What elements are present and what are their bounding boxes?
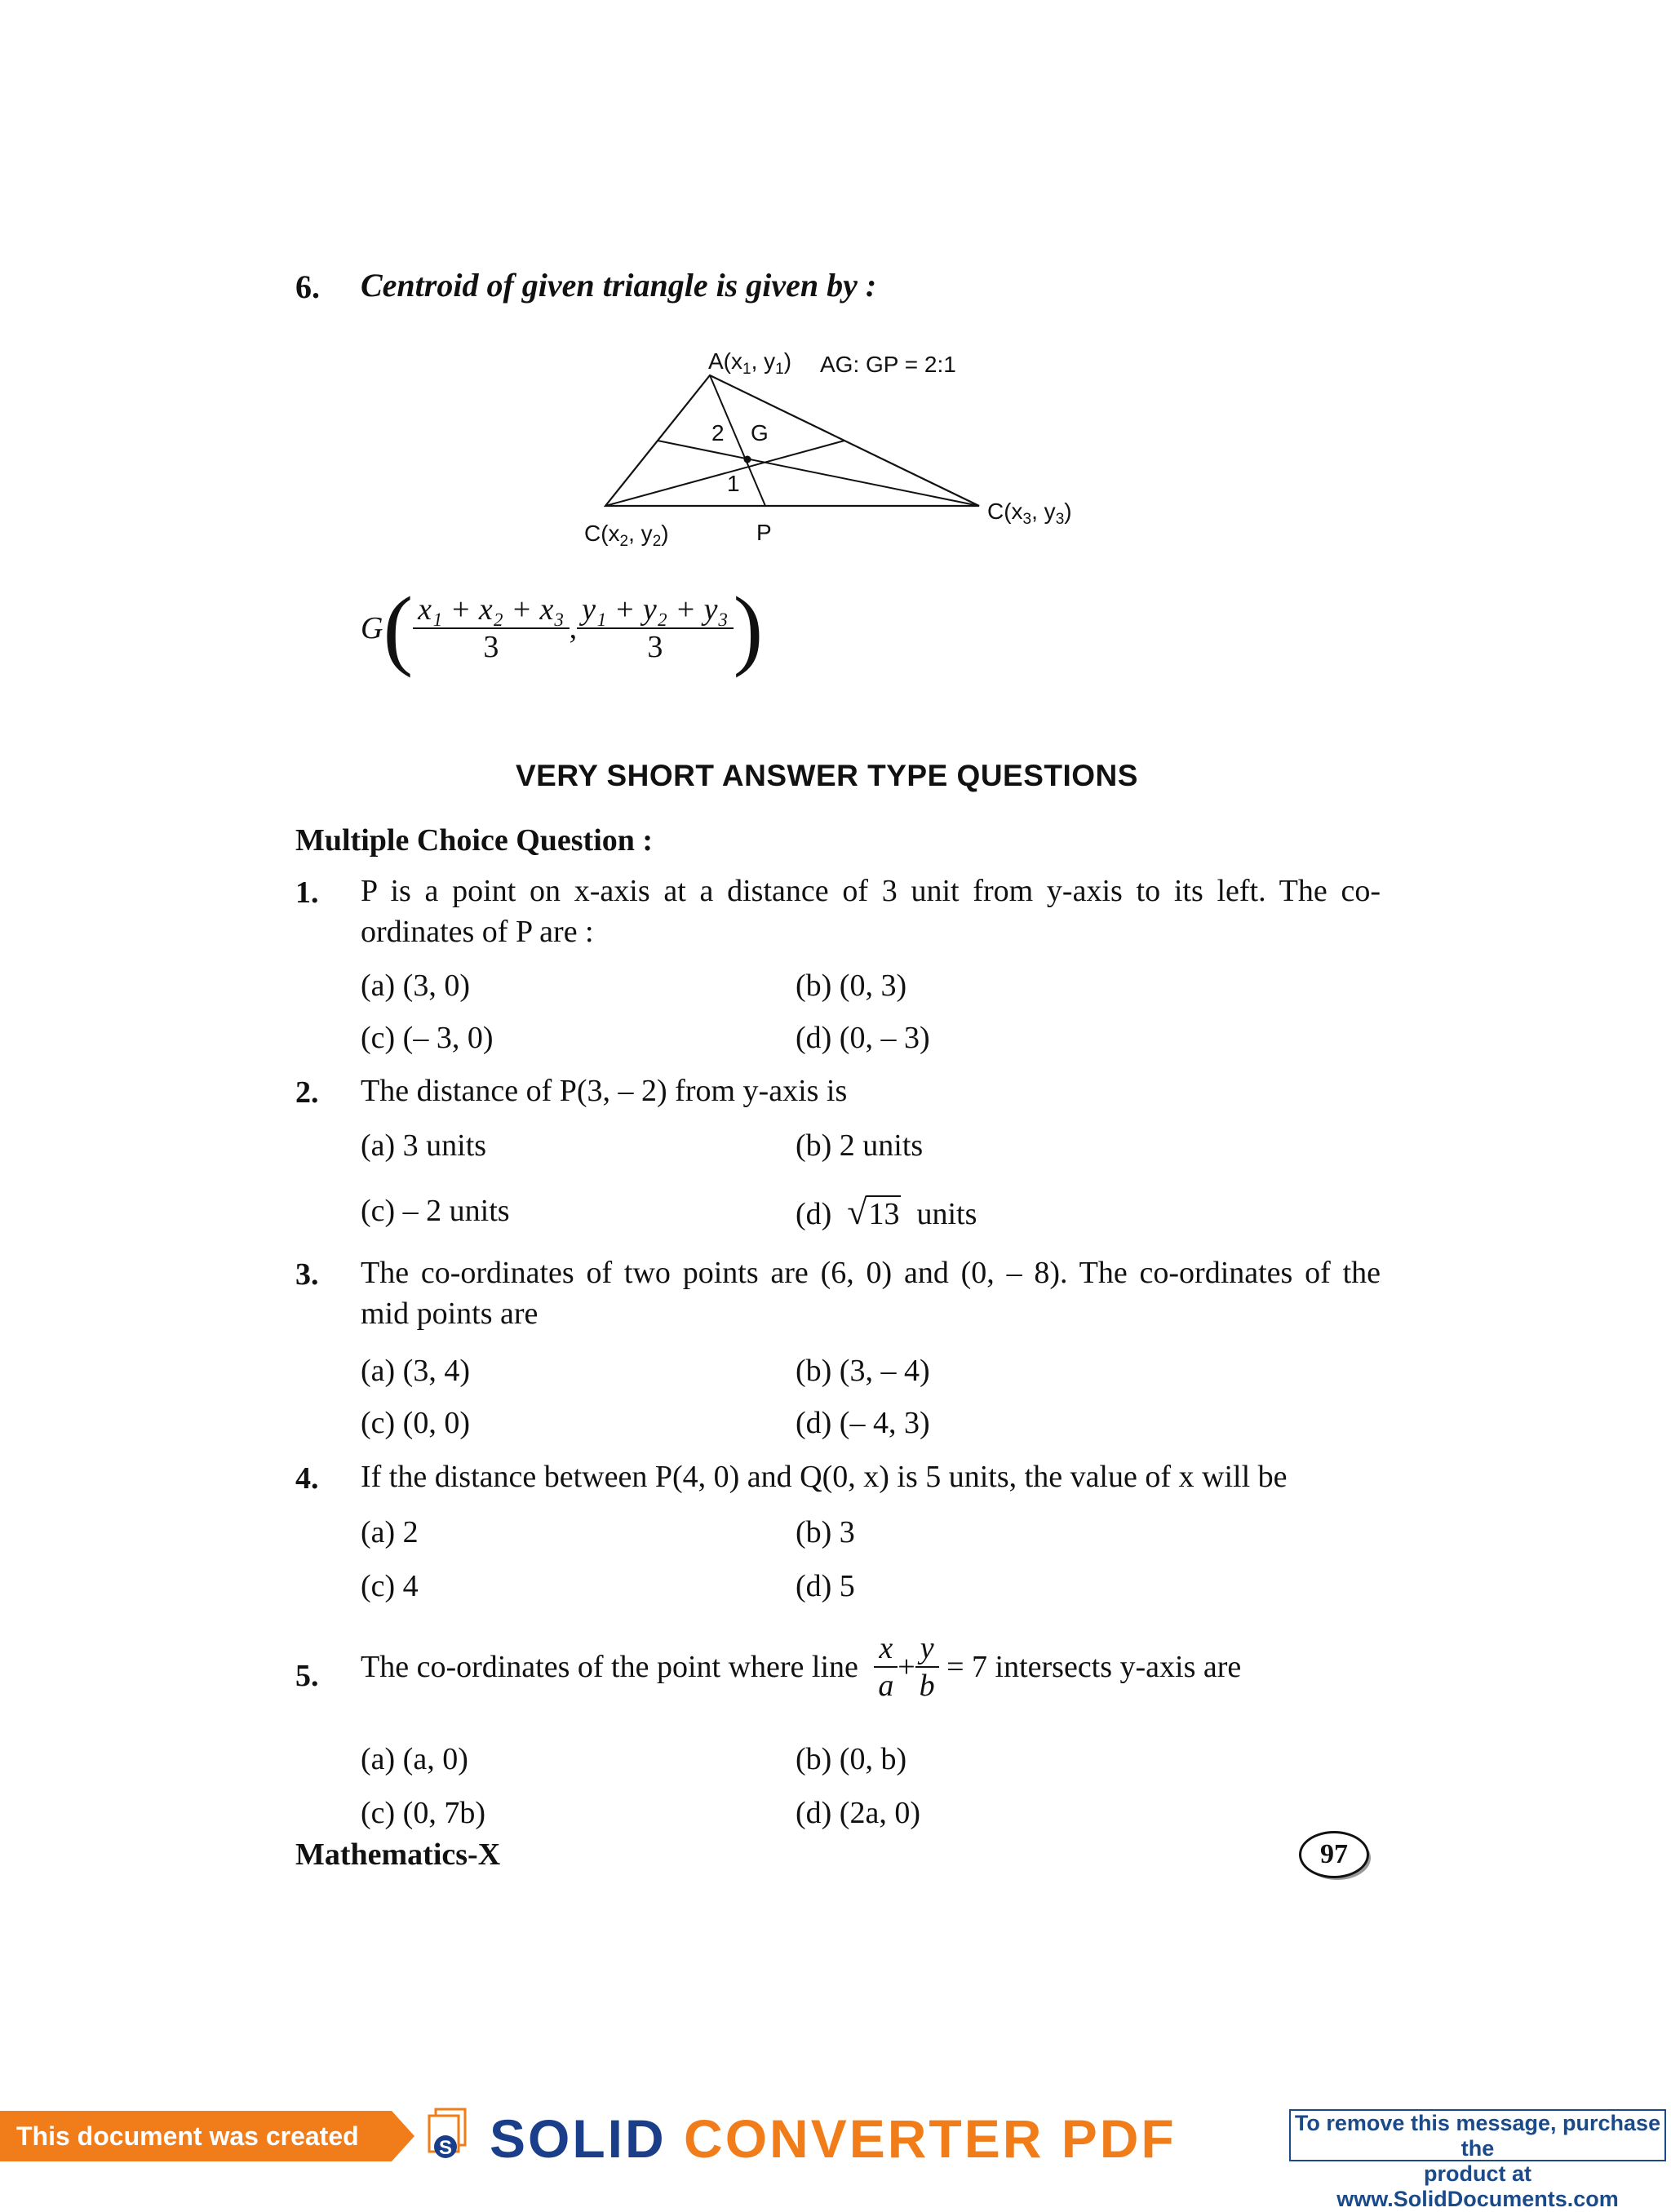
q2-option-a[interactable]: (a) 3 units	[361, 1128, 487, 1163]
formula-g: G	[361, 611, 383, 645]
q5-frac-x: $\frac{x}{a}$	[874, 1630, 898, 1704]
q5-text: The co-ordinates of the point where line $\frac{x}{a}$ + $\frac{y}{b}$ = 7 intersects y-axis are	[361, 1631, 1242, 1703]
mcq-title: Multiple Choice Question :	[295, 823, 654, 858]
solid-documents-icon	[424, 2108, 478, 2161]
q5-option-c[interactable]: (c) (0, 7b)	[361, 1796, 485, 1830]
q3-text: The co-ordinates of two points are (6, 0) and (0, – 8). The co-ordinates of the mid points are	[361, 1256, 1381, 1331]
svg-text:S: S	[439, 2137, 453, 2159]
median-left	[605, 441, 844, 506]
q5-number: 5.	[295, 1659, 319, 1693]
q2-option-c[interactable]: (c) – 2 units	[361, 1194, 510, 1228]
q1-option-b[interactable]: (b) (0, 3)	[796, 969, 907, 1003]
q2-option-b[interactable]: (b) 2 units	[796, 1128, 924, 1163]
formula-paren-open: (	[383, 578, 414, 678]
q6-title: Centroid of given triangle is given by :	[361, 267, 877, 304]
q2-option-d[interactable]: (d) √13 units	[796, 1192, 977, 1232]
label-1: 1	[727, 471, 740, 496]
formula-comma: ,	[569, 611, 578, 645]
formula-frac-y: $\frac{\text{y₁ + y₂ + y₃}}{3}$	[577, 592, 734, 665]
q2-text: The distance of P(3, – 2) from y-axis is	[361, 1074, 848, 1108]
centroid-point	[744, 456, 751, 463]
page-number-badge: 97	[1299, 1831, 1369, 1878]
banner-left-text: This document was created using	[0, 2111, 392, 2161]
q3-option-a[interactable]: (a) (3, 4)	[361, 1354, 470, 1388]
q1-option-c[interactable]: (c) (– 3, 0)	[361, 1021, 494, 1055]
q4-option-b[interactable]: (b) 3	[796, 1515, 855, 1549]
label-c-right: $C(x_3$, $y_3$)	[987, 499, 1072, 528]
q3-option-c[interactable]: (c) (0, 0)	[361, 1406, 470, 1440]
formula-frac-x: $\frac{\text{x₁ + x₂ + x₃}}{3}$	[413, 592, 570, 665]
q5-frac-y: $\frac{y}{b}$	[915, 1630, 939, 1704]
solid-converter-banner[interactable]	[0, 2101, 1671, 2211]
label-g: G	[751, 420, 769, 446]
q1-text: P is a point on x-axis at a distance of 3 unit from y-axis to its left. The co- ordinates of P are :	[361, 874, 1381, 949]
q4-option-c[interactable]: (c) 4	[361, 1569, 419, 1603]
q5-option-a[interactable]: (a) (a, 0)	[361, 1742, 468, 1776]
q5-option-b[interactable]: (b) (0, b)	[796, 1742, 907, 1776]
ratio-text: AG: GP = 2:1	[820, 352, 956, 377]
q5-option-d[interactable]: (d) (2a, 0)	[796, 1796, 920, 1830]
label-2: 2	[711, 420, 725, 446]
label-a: $A(x_1$, $y_1$)	[708, 348, 792, 378]
q3-option-b[interactable]: (b) (3, – 4)	[796, 1354, 930, 1388]
formula-paren-close: )	[733, 578, 764, 678]
q1-option-d[interactable]: (d) (0, – 3)	[796, 1021, 930, 1055]
label-c-left: $C(x_2$, $y_2$)	[584, 521, 669, 550]
q1-option-a[interactable]: (a) (3, 0)	[361, 969, 470, 1003]
banner-brand: SOLID CONVERTER PDF	[490, 2108, 1177, 2169]
centroid-formula	[361, 578, 764, 678]
q3-option-d[interactable]: (d) (– 4, 3)	[796, 1406, 930, 1440]
q4-option-d[interactable]: (d) 5	[796, 1569, 855, 1603]
q3-number: 3.	[295, 1257, 319, 1292]
q4-number: 4.	[295, 1461, 319, 1496]
q4-option-a[interactable]: (a) 2	[361, 1515, 419, 1549]
centroid-triangle-diagram	[555, 335, 1110, 563]
section-title: VERY SHORT ANSWER TYPE QUESTIONS	[516, 759, 1138, 792]
banner-purchase-link[interactable]: To remove this message, purchase the product at www.SolidDocuments.com	[1289, 2109, 1666, 2161]
footer-subject: Mathematics-X	[295, 1837, 501, 1872]
q1-number: 1.	[295, 875, 319, 910]
label-p: P	[756, 520, 772, 545]
q6-number: 6.	[295, 268, 320, 305]
banner-arrow	[392, 2111, 414, 2161]
q4-text: If the distance between P(4, 0) and Q(0, x) is 5 units, the value of x will be	[361, 1460, 1288, 1494]
q2-number: 2.	[295, 1075, 319, 1110]
median-right	[658, 441, 979, 506]
